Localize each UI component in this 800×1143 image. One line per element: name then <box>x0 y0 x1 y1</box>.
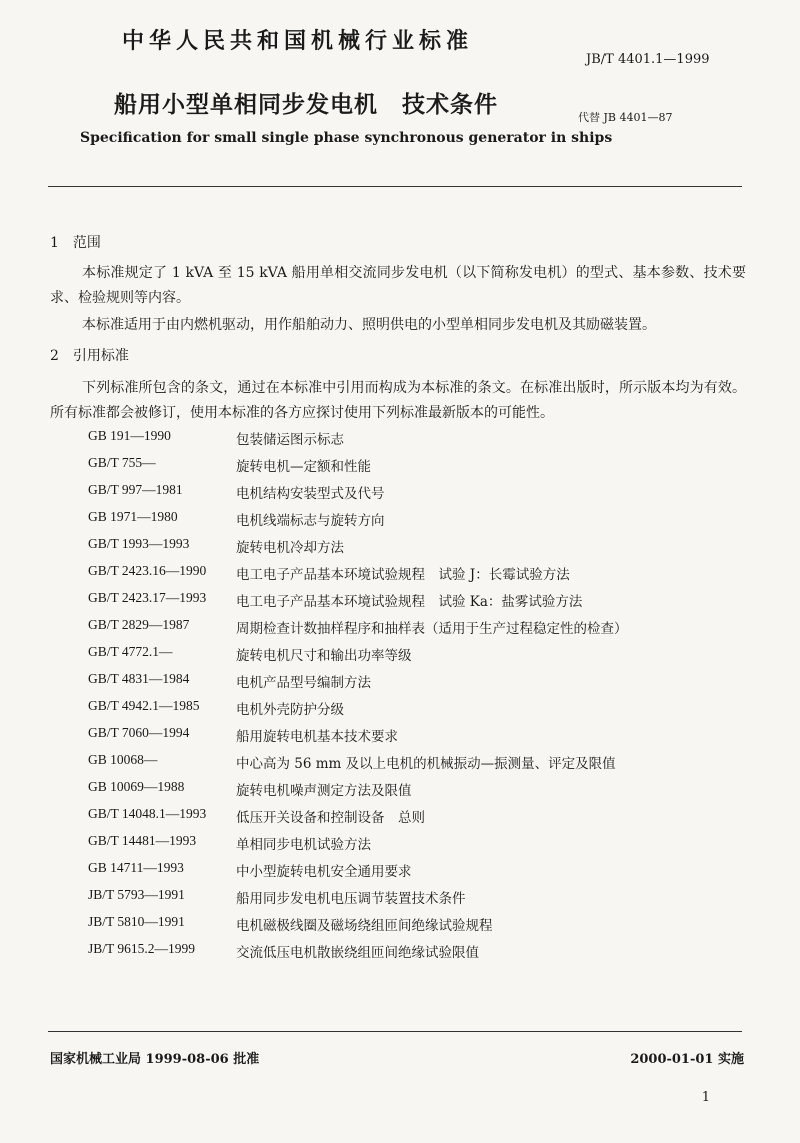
reference-code: GB 10069—1988 <box>88 779 185 794</box>
reference-title: 电机线端标志与旋转方向 <box>236 513 385 529</box>
reference-title: 电机磁极线圈及磁场绕组匝间绝缘试验规程 <box>236 918 493 934</box>
reference-title: 中心高为 56 mm 及以上电机的机械振动—振测量、评定及限值 <box>236 756 616 772</box>
reference-item <box>88 806 748 833</box>
reference-code: GB 10068— <box>88 752 158 767</box>
reference-item <box>88 590 748 617</box>
reference-title: 周期检查计数抽样程序和抽样表（适用于生产过程稳定性的检查） <box>236 621 628 637</box>
reference-item <box>88 752 748 779</box>
reference-title: 旋转电机尺寸和输出功率等级 <box>236 648 412 664</box>
reference-title: 船用旋转电机基本技术要求 <box>236 729 398 745</box>
section-1-heading: 1 范围 <box>50 235 101 251</box>
reference-title: 单相同步电机试验方法 <box>236 837 371 853</box>
reference-item <box>88 941 748 968</box>
section-2-paragraph-1: 下列标准所包含的条文，通过在本标准中引用而构成为本标准的条文。在标准出版时，所示版本均为有效。所有标准都会被修订，使用本标准的各方应探讨使用下列标准最新版本的可能性。 <box>50 380 746 421</box>
reference-code: GB/T 14048.1—1993 <box>88 806 207 821</box>
reference-title: 中小型旋转电机安全通用要求 <box>236 864 412 880</box>
reference-code: GB/T 2423.17—1993 <box>88 590 207 605</box>
reference-list <box>88 428 748 968</box>
reference-code: GB 14711—1993 <box>88 860 184 875</box>
reference-code: GB/T 1993—1993 <box>88 536 190 551</box>
reference-code: GB 191—1990 <box>88 428 171 443</box>
reference-item <box>88 428 748 455</box>
reference-item <box>88 914 748 941</box>
effective-date: 2000-01-01 实施 <box>630 1052 744 1067</box>
reference-item <box>88 860 748 887</box>
document-title-en: Specification for small single phase synchronous generator in ships <box>80 130 613 146</box>
reference-code: GB/T 4831—1984 <box>88 671 190 686</box>
reference-title: 电机产品型号编制方法 <box>236 675 371 691</box>
reference-code: JB/T 5810—1991 <box>88 914 185 929</box>
reference-title: 电机结构安装型式及代号 <box>236 486 385 502</box>
reference-item <box>88 509 748 536</box>
approval-date: 国家机械工业局 1999-08-06 批准 <box>50 1052 260 1067</box>
reference-code: GB 1971—1980 <box>88 509 178 524</box>
reference-title: 旋转电机—定额和性能 <box>236 459 371 475</box>
reference-item <box>88 671 748 698</box>
footer-divider <box>48 1031 742 1032</box>
page-number: 1 <box>701 1090 710 1105</box>
reference-code: GB/T 4942.1—1985 <box>88 698 200 713</box>
reference-title: 船用同步发电机电压调节装置技术条件 <box>236 891 466 907</box>
reference-item <box>88 617 748 644</box>
replaces-note: 代替 JB 4401—87 <box>578 111 673 124</box>
reference-title: 包装储运图示标志 <box>236 432 344 448</box>
reference-code: GB/T 2829—1987 <box>88 617 190 632</box>
reference-item <box>88 455 748 482</box>
section-2-heading: 2 引用标准 <box>50 348 129 364</box>
reference-item <box>88 563 748 590</box>
reference-item <box>88 644 748 671</box>
issuing-body: 中华人民共和国机械行业标准 <box>122 28 474 54</box>
reference-code: GB/T 997—1981 <box>88 482 183 497</box>
reference-title: 电工电子产品基本环境试验规程 试验 J：长霉试验方法 <box>236 567 570 583</box>
standard-number: JB/T 4401.1—1999 <box>586 52 710 67</box>
reference-title: 电工电子产品基本环境试验规程 试验 Ka：盐雾试验方法 <box>236 594 583 610</box>
reference-code: GB/T 755— <box>88 455 156 470</box>
reference-item <box>88 725 748 752</box>
header-divider <box>48 186 742 187</box>
reference-item <box>88 779 748 806</box>
reference-title: 交流低压电机散嵌绕组匝间绝缘试验限值 <box>236 945 479 961</box>
reference-title: 低压开关设备和控制设备 总则 <box>236 810 425 826</box>
reference-item <box>88 887 748 914</box>
reference-item <box>88 698 748 725</box>
document-title-cn: 船用小型单相同步发电机 技术条件 <box>114 91 498 118</box>
reference-code: GB/T 4772.1— <box>88 644 173 659</box>
reference-code: JB/T 9615.2—1999 <box>88 941 196 956</box>
section-1-paragraph-1: 本标准规定了 1 kVA 至 15 kVA 船用单相交流同步发电机（以下简称发电机）的型式、基本参数、技术要求、检验规则等内容。 <box>50 265 746 306</box>
reference-item <box>88 833 748 860</box>
reference-code: JB/T 5793—1991 <box>88 887 185 902</box>
reference-code: GB/T 2423.16—1990 <box>88 563 207 578</box>
section-1-paragraph-2: 本标准适用于由内燃机驱动，用作船舶动力、照明供电的小型单相同步发电机及其励磁装置。 <box>82 317 656 333</box>
reference-code: GB/T 14481—1993 <box>88 833 197 848</box>
reference-title: 旋转电机冷却方法 <box>236 540 344 556</box>
reference-item <box>88 536 748 563</box>
reference-code: GB/T 7060—1994 <box>88 725 190 740</box>
reference-title: 电机外壳防护分级 <box>236 702 344 718</box>
reference-item <box>88 482 748 509</box>
reference-title: 旋转电机噪声测定方法及限值 <box>236 783 412 799</box>
